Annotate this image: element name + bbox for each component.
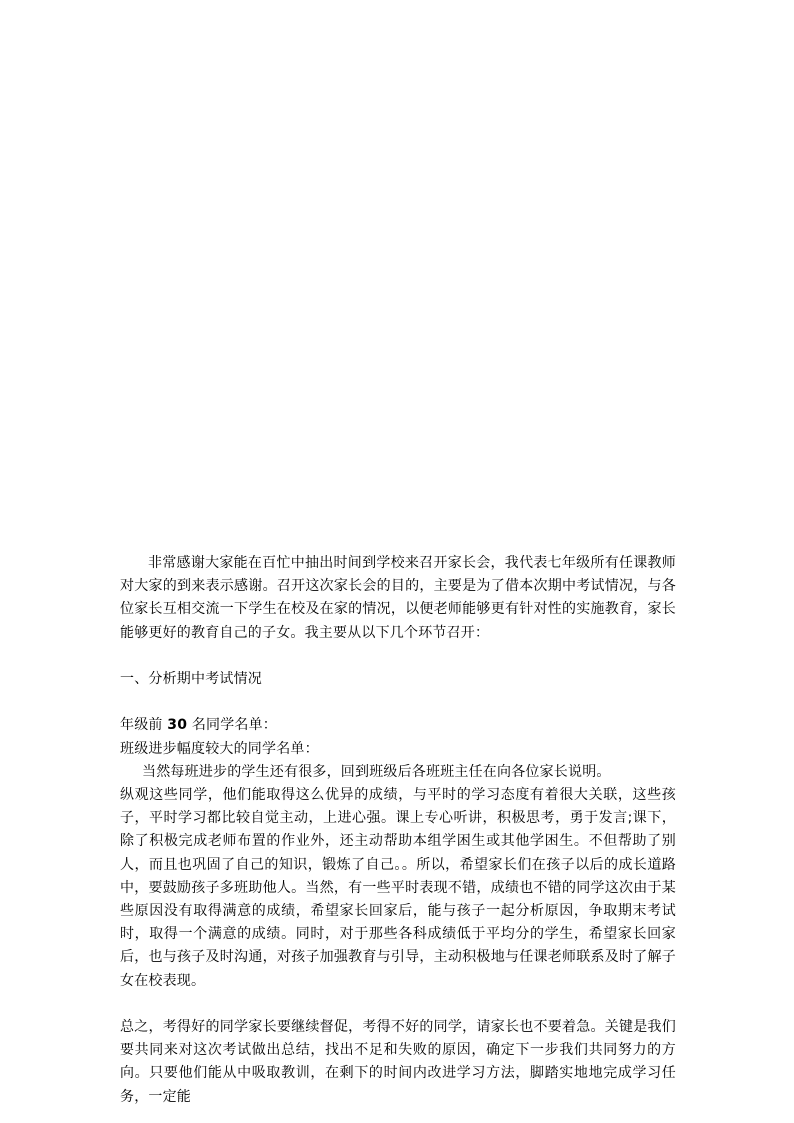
progress-list-line: 班级进步幅度较大的同学名单： <box>120 740 319 757</box>
document-body <box>120 552 676 1109</box>
section-heading: 一、分析期中考试情况 <box>120 671 262 687</box>
top30-number: 30 <box>167 717 188 734</box>
top30-suffix: 名同学名单： <box>191 717 278 734</box>
body-paragraph-2: 总之，考得好的同学家长要继续督促，考得不好的同学，请家长也不要着急。关键是我们要共同来对这次考试做出总结，找出不足和失败的原因，确定下一步我们共同努力的方向。只要他们能从中吸取教训，在剩下的时间内改进学习方法，脚踏实地地完成学习任务，一定能 <box>120 1019 676 1105</box>
paragraph-gap <box>120 993 676 1016</box>
paragraph-gap <box>120 691 676 714</box>
top30-line <box>120 714 676 737</box>
top30-prefix: 年级前 <box>120 717 163 734</box>
note-paragraph: 当然每班进步的学生还有很多，回到班级后各班班主任在向各位家长说明。 <box>142 763 611 780</box>
body-paragraph-1: 纵观这些同学，他们能取得这么优异的成绩，与平时的学习态度有着很大关联，这些孩子，平时学习都比较自觉主动，上进心强。课上专心听讲，积极思考，勇于发言;课下，除了积极完成老师布置的作业外，还主动帮助本组学困生或其他学困生。不但帮助了别人，而且也巩固了自己的知识，锻炼了自己。。所以，希望家长们在孩子以后的成长道路中，要鼓励孩子多班助他人。当然，有一些平时表现不错，成绩也不错的同学这次由于某些原因没有取得满意的成绩，希望家长回家后，能与孩子一起分析原因，争取期末考试时，取得一个满意的成绩。同时，对于那些各科成绩低于平均分的学生，希望家长回家后，也与孩子及时沟通，对孩子加强教育与引导，主动积极地与任课老师联系及时了解子女在校表现。 <box>120 787 676 989</box>
paragraph-gap <box>120 645 676 668</box>
intro-paragraph: 非常感谢大家能在百忙中抽出时间到学校来召开家长会，我代表七年级所有任课教师对大家的到来表示感谢。召开这次家长会的目的，主要是为了借本次期中考试情况，与各位家长互相交流一下学生在校及在家的情况，以便老师能够更有针对性的实施教育，家长能够更好的教育自己的子女。我主要从以下几个环节召开： <box>120 555 676 641</box>
